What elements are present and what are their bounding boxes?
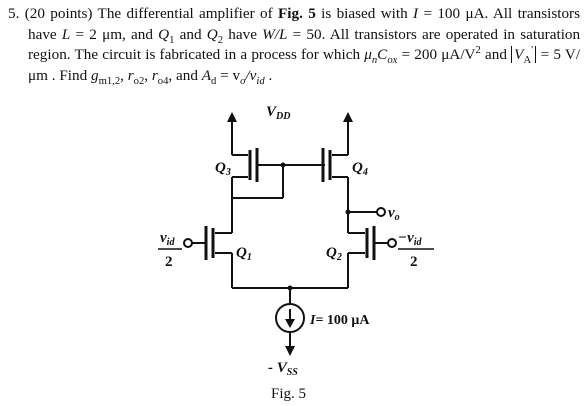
current-label: I= 100 μA xyxy=(310,313,370,328)
ad-eq: = v xyxy=(220,66,241,84)
svg-text:2: 2 xyxy=(410,254,418,270)
q1-label: $Q_1$ xyxy=(236,245,252,263)
fig-ref: Fig. 5 xyxy=(277,5,316,22)
text-s1: The differential amplifier of xyxy=(97,5,273,22)
vid-left-label xyxy=(158,230,182,270)
problem-number: 5. xyxy=(8,5,20,22)
q2-transistor xyxy=(348,226,396,288)
text-s3: transistors have xyxy=(28,5,581,43)
ro2: r xyxy=(127,66,134,84)
text-s6: operated in saturation region. The circuit is fabricated in a process for which xyxy=(28,25,581,63)
ro4: r xyxy=(151,66,158,84)
vdd-label: $V_{DD}$ xyxy=(266,104,291,122)
differential-amplifier-schematic xyxy=(0,100,585,406)
gm: g xyxy=(91,66,99,84)
text-s2: is biased with xyxy=(321,5,408,22)
wl: W/L xyxy=(262,25,288,43)
problem-text: 5. (20 points) The differential amplifier of Fig. 5 is biased with I = 100 μA. All transistors have L = 2 μm, and $Q_1$ and $Q_2$ have W/L = 50. All transistors are operated in saturation region. The circuit is fabricated in a process for which $\mu_nC_{ox} = 200$ $\mu A/V^2$ and $V_A' = 5$ V/μm . Find $g_{m1,2}$, $r_{o2}$, $r_{o4}$, and $A_d = v_o/v_{id}$ . xyxy=(8,5,581,87)
mu: μ xyxy=(364,46,372,63)
q1-transistor xyxy=(184,198,232,288)
vss-label: - $V_{SS}$ xyxy=(268,360,298,378)
vid-right-label xyxy=(398,230,434,270)
line4a: = 200 μA/V xyxy=(401,46,476,63)
ro4-sub: o4 xyxy=(157,75,169,87)
va-eq: = 5 V/μm . Find xyxy=(28,46,581,84)
svg-text:2: 2 xyxy=(165,254,173,270)
points: (20 points) xyxy=(24,5,93,22)
l-var: L xyxy=(61,25,71,43)
bias-var: I xyxy=(413,5,419,22)
end: . xyxy=(268,66,273,84)
svg-text:−vid: $-v_{id}$ xyxy=(398,230,422,248)
figure-caption: Fig. 5 xyxy=(271,386,307,402)
text-s4: and xyxy=(179,25,202,43)
q3-label: $Q_3$ xyxy=(215,160,231,178)
q4-label: $Q_4$ xyxy=(352,160,368,178)
ad-id: id xyxy=(256,75,265,87)
text-s5: have xyxy=(228,25,257,43)
q2-label: $Q_2$ xyxy=(326,245,342,263)
output-node xyxy=(346,198,386,232)
q3-transistor xyxy=(232,148,325,198)
line4b: and xyxy=(485,46,507,63)
ad-o: o xyxy=(240,75,246,87)
and: , and xyxy=(168,66,198,84)
ad-sub: d xyxy=(211,75,217,87)
ad-div: /v xyxy=(245,66,257,84)
ro2-sub: o2 xyxy=(133,75,145,87)
ad: A xyxy=(201,66,212,84)
wl-val: = 50. All transistors are xyxy=(292,25,441,43)
svg-text:vid: $v_{id}$ xyxy=(160,230,175,248)
vo-label: $v_o$ xyxy=(388,205,400,223)
l-val: = 2 μm, and xyxy=(75,25,153,43)
bias-eq: = 100 μA. All xyxy=(423,5,513,22)
gm-sub: m1,2 xyxy=(98,75,121,87)
